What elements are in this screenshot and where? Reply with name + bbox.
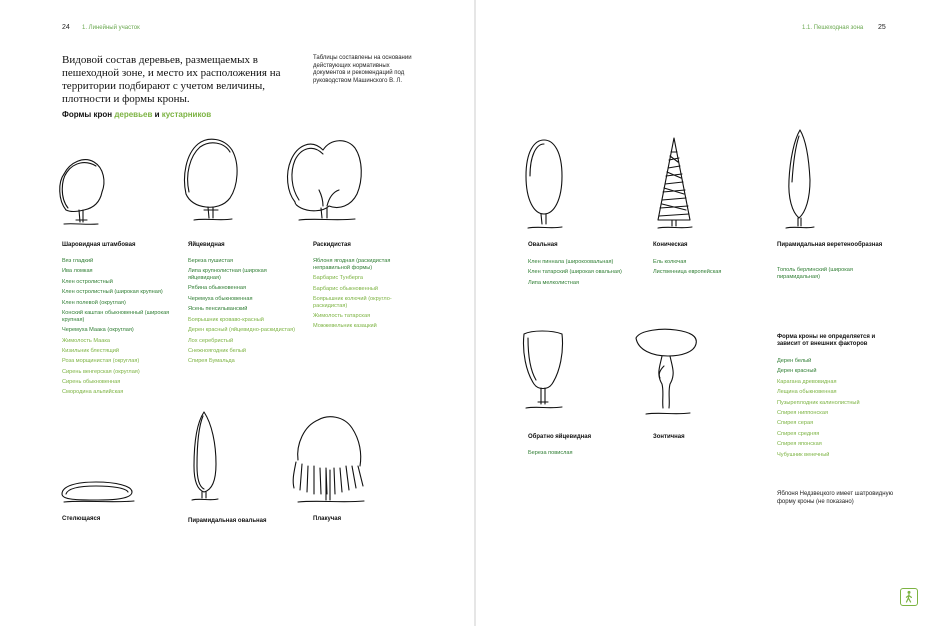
species-list [528, 259, 638, 290]
species-item: Спирея японская [777, 441, 822, 448]
species-item: Лох серебристый [188, 337, 234, 344]
species-item: Клен остролистный [62, 278, 113, 285]
running-head: 1.1. Пешеходная зона [802, 25, 864, 31]
form-caption: Коническая [653, 242, 688, 248]
weeping-tree-illustration [288, 410, 370, 512]
species-item: Пузыреплодник калинолистный [777, 399, 860, 406]
shrubs-list [188, 317, 298, 365]
species-item: Сирень венгерская (округлая) [62, 368, 140, 375]
trees-list [313, 258, 423, 271]
conical-tree-illustration [652, 136, 696, 236]
species-list [528, 450, 638, 460]
species-item: Чубушник венечный [777, 451, 830, 458]
form-caption: Стелющаяся [62, 516, 101, 522]
side-note: Таблицы составлены на основании действующих нормативных документов и рекомендаций под руководством Машинского В. Л. [313, 55, 412, 84]
trees-list [188, 258, 298, 313]
species-item: Жимолость Маака [62, 337, 111, 344]
right-page [476, 0, 950, 626]
form-caption: Зонтичная [653, 434, 685, 440]
pedestrian-icon [900, 588, 918, 606]
species-item: Черемуха Маака (округлая) [62, 326, 134, 333]
species-list [188, 258, 298, 369]
species-item: Дерен красный (яйцевидно-раскидистая) [188, 327, 295, 334]
species-item: Липа крупнолистная (широкая яйцевидная) [188, 268, 267, 281]
species-item: Черемуха обыкновенная [188, 295, 253, 302]
shrubs-list [313, 275, 423, 330]
species-item: Вяз гладкий [62, 258, 94, 264]
species-item: Береза пушистая [188, 258, 233, 264]
form-caption: Обратно яйцевидная [528, 434, 592, 440]
page-number: 24 [62, 24, 70, 31]
form-caption: Плакучая [313, 516, 342, 522]
species-list [653, 259, 763, 280]
species-item: Лиственница европейская [653, 269, 722, 276]
heading-trees: деревьев [114, 110, 153, 119]
species-item: Спирея средняя [777, 430, 820, 437]
species-item: Береза повислая [528, 450, 573, 456]
form-caption: Пирамидальная веретенообразная [777, 242, 883, 248]
running-head: 1. Линейный участок [82, 25, 140, 31]
species-list [777, 267, 887, 284]
species-item: Боярышник колючий (округло-раскидистая) [313, 295, 392, 309]
species-item: Кизильник блестящий [62, 347, 120, 354]
oval-tree-illustration [522, 136, 566, 236]
spherical-tree-illustration [56, 152, 106, 232]
footnote: Яблоня Недзвецкого имеет шатровидную форму кроны (не показано) [777, 491, 894, 505]
species-item: Липа мелколистная [528, 279, 579, 286]
species-item: Спирея серая [777, 420, 814, 427]
umbrella-tree-illustration [632, 326, 702, 422]
species-item: Клен татарский (широкая овальная) [528, 269, 622, 276]
pyramidal-oval-tree-illustration [188, 410, 222, 506]
trees-list [777, 267, 887, 280]
trees-list [777, 358, 897, 375]
species-list [777, 358, 897, 462]
form-caption: Пирамидальная овальная [188, 518, 267, 524]
species-item: Карагана древовидная [777, 378, 837, 385]
species-item: Яблоня ягодная (раскидистая неправильной формы) [313, 258, 391, 271]
form-caption: Шаровидная штамбовая [62, 242, 136, 248]
species-item: Дерен красный [777, 368, 817, 375]
species-item: Барбарис обыкновенный [313, 285, 378, 292]
trees-list [528, 450, 638, 457]
species-item: Тополь берлинский (широкая пирамидальная) [777, 267, 853, 280]
section-heading [62, 110, 211, 119]
species-item: Лещина обыкновенная [777, 389, 837, 396]
species-item: Жимолость татарская [313, 312, 371, 319]
species-item: Конский каштан обыкновенный (широкая крупная) [62, 309, 170, 323]
obovate-tree-illustration [518, 326, 568, 418]
left-page [0, 0, 474, 626]
species-item: Барбарис Тунберга [313, 275, 364, 282]
form-caption: Овальная [528, 242, 558, 248]
species-list [313, 258, 423, 334]
shrubs-list [777, 379, 897, 458]
species-item: Ясень пенсильванский [188, 306, 248, 313]
trees-list [528, 259, 638, 286]
species-item: Спирея ниппонская [777, 409, 828, 416]
heading-part: и [152, 110, 162, 119]
species-item: Клен остролистный (широкая крупная) [62, 289, 163, 296]
creeping-shrub-illustration [58, 474, 138, 506]
form-caption: Форма кроны не определяется и зависит от внешних факторов [777, 334, 876, 348]
spreading-tree-illustration [285, 134, 365, 226]
page-number: 25 [878, 24, 886, 31]
trees-list [653, 259, 763, 276]
species-item: Ива ломкая [62, 268, 93, 275]
species-item: Смородина альпийская [62, 389, 124, 396]
species-item: Боярышник кроваво-красный [188, 316, 264, 323]
ovoid-tree-illustration [180, 136, 242, 228]
heading-part: Формы крон [62, 110, 115, 119]
species-item: Клен полевой (округлая) [62, 299, 126, 306]
species-item: Спирея Бумальда [188, 358, 235, 365]
form-caption: Яйцевидная [188, 242, 225, 248]
species-item: Клен пиннала (широкоовальная) [528, 259, 614, 265]
species-item: Дерен белый [777, 358, 812, 364]
species-item: Ель колючая [653, 259, 687, 265]
species-item: Рябина обыкновенная [188, 285, 246, 292]
shrubs-list [62, 338, 174, 397]
lead-paragraph: Видовой состав деревьев, размещаемых в пешеходной зоне, и место их расположения на территории подбирают с учетом величины, плотности и формы кроны. [62, 54, 281, 105]
species-item: Снежноягодник белый [188, 347, 247, 354]
species-list [62, 258, 174, 400]
species-item: Можжевельник казацкий [313, 323, 377, 330]
form-caption: Раскидистая [313, 242, 351, 248]
heading-shrubs: кустарников [161, 110, 212, 119]
trees-list [62, 258, 174, 334]
species-item: Роза морщинистая (округлая) [62, 358, 140, 365]
fusiform-tree-illustration [780, 128, 820, 236]
species-item: Сирень обыкновенная [62, 379, 121, 386]
